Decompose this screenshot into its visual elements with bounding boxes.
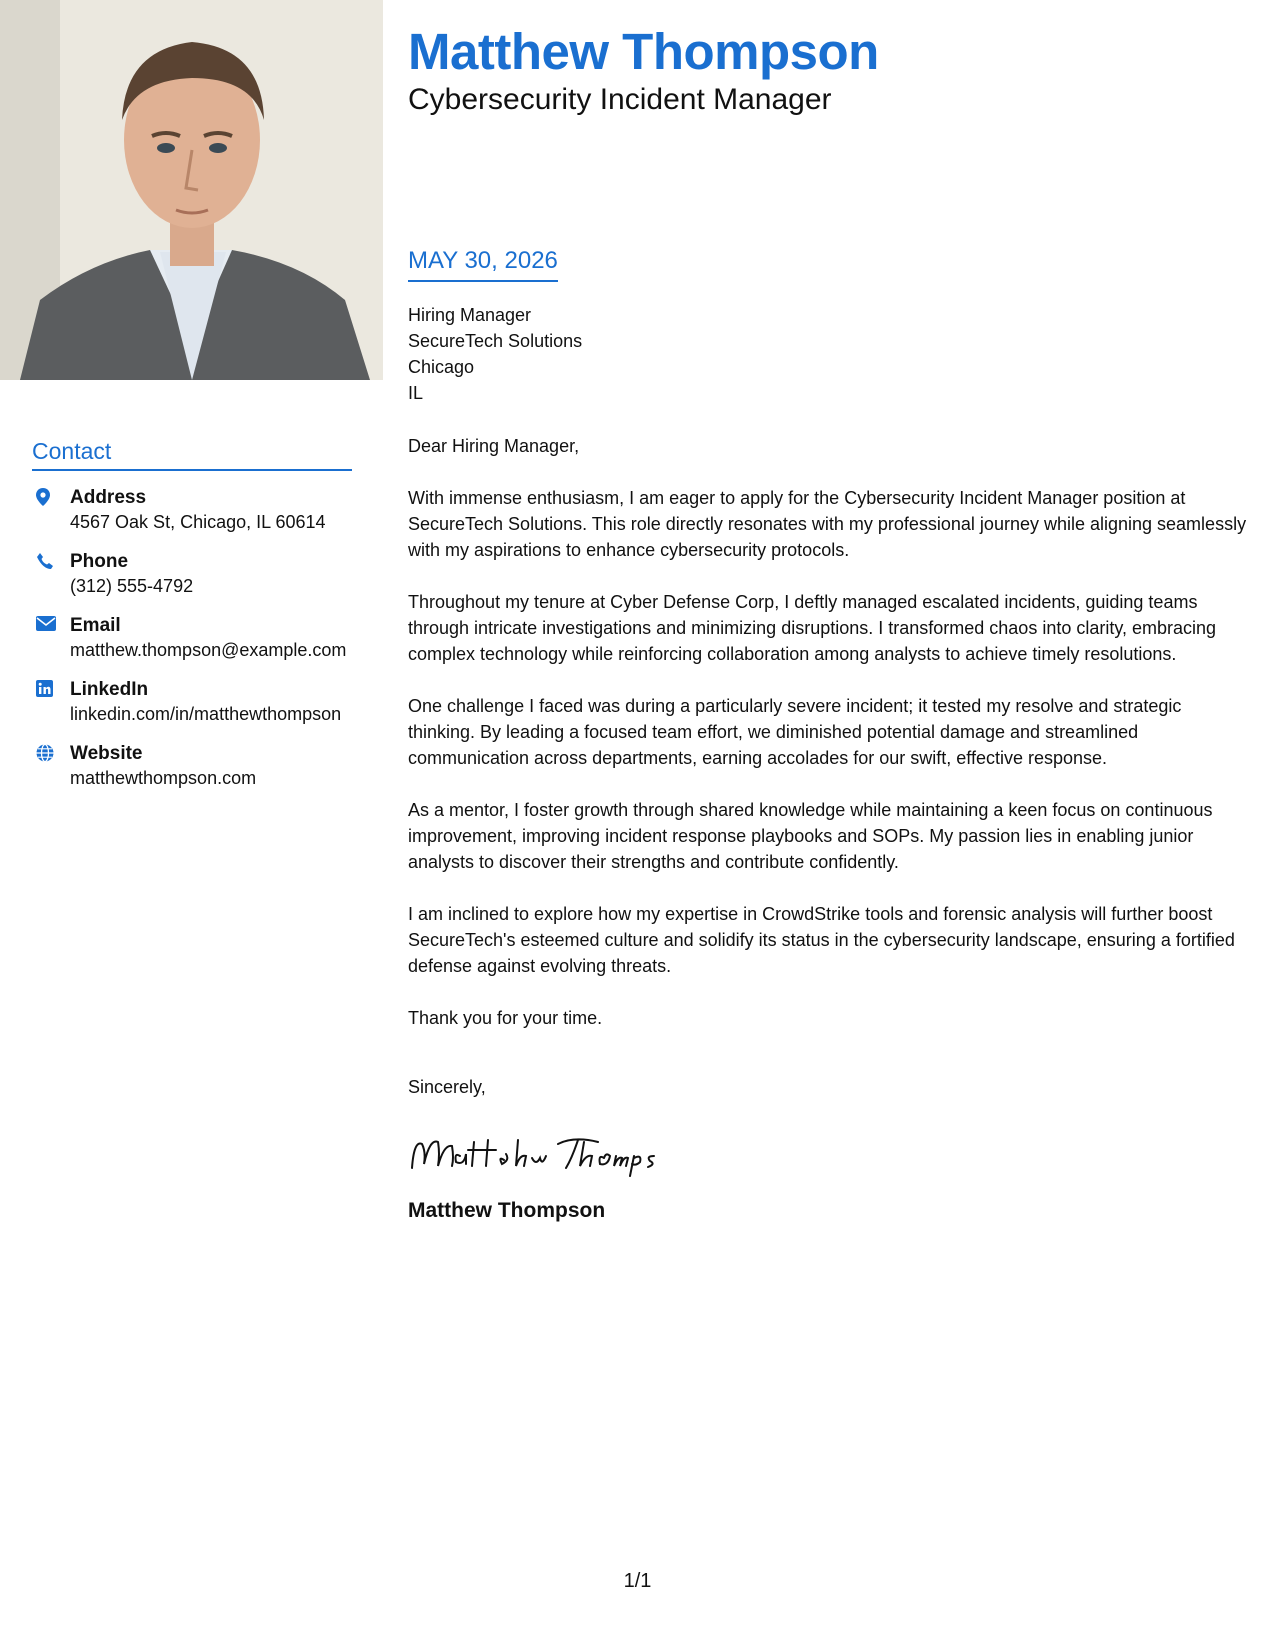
contact-section	[32, 438, 352, 805]
phone-label: Phone	[70, 551, 129, 572]
signer-name: Matthew Thompson	[408, 1199, 606, 1222]
recipient-line: Chicago	[408, 357, 475, 377]
closing: Sincerely,	[408, 1077, 486, 1097]
recipient-line: SecureTech Solutions	[408, 331, 583, 351]
letter-paragraph: As a mentor, I foster growth through shared knowledge while maintaining a keen focus on continuous improvement, improving incident response playbooks and SOPs. My passion lies in enabling junior analysts to discover their strengths and contribute confidently.	[408, 800, 1213, 872]
email-label: Email	[70, 615, 121, 636]
letter-paragraph: With immense enthusiasm, I am eager to apply for the Cybersecurity Incident Manager position at SecureTech Solutions. This role directly resonates with my professional journey while aligning seamlessly with my aspirations to enhance cybersecurity protocols.	[408, 488, 1247, 560]
email-value[interactable]: matthew.thompson@example.com	[70, 640, 347, 660]
applicant-name: Matthew Thompson	[408, 23, 879, 80]
linkedin-label: LinkedIn	[70, 679, 149, 700]
profile-photo	[0, 0, 383, 380]
address-label: Address	[70, 487, 147, 508]
contact-linkedin	[32, 677, 352, 727]
contact-phone	[32, 549, 352, 599]
letter-paragraph: One challenge I faced was during a particularly severe incident; it tested my resolve and strategic thinking. By leading a focused team effort, we diminished potential damage and streamlined communication across departments, earning accolades for our swift, effective response.	[408, 696, 1182, 768]
contact-address	[32, 485, 352, 535]
phone-icon	[32, 549, 70, 570]
globe-icon	[32, 741, 70, 762]
contact-heading: Contact	[32, 438, 352, 471]
letter-paragraph: Thank you for your time.	[408, 1008, 603, 1028]
website-label: Website	[70, 743, 143, 764]
website-value[interactable]: matthewthompson.com	[70, 768, 257, 788]
page-number: 1/1	[623, 1570, 652, 1592]
linkedin-icon	[32, 677, 70, 697]
job-title: Cybersecurity Incident Manager	[408, 83, 832, 116]
letter-body	[408, 246, 1248, 1224]
recipient-block	[408, 302, 1248, 406]
recipient-line: IL	[408, 383, 424, 403]
letter-paragraph: I am inclined to explore how my expertise in CrowdStrike tools and forensic analysis will further boost SecureTech's esteemed culture and solidify its status in the cybersecurity landscape, ensuring a fortified defense against evolving threats.	[408, 904, 1235, 976]
contact-website	[32, 741, 352, 791]
phone-value: (312) 555-4792	[70, 576, 194, 596]
salutation: Dear Hiring Manager,	[408, 436, 580, 456]
letter-paragraph: Throughout my tenure at Cyber Defense Corp, I deftly managed escalated incidents, guiding teams through intricate investigations and minimizing disruptions. I transformed chaos into clarity, embracing complex technology while reinforcing collaboration among analysts to achieve timely resolutions.	[408, 592, 1217, 664]
linkedin-value[interactable]: linkedin.com/in/matthewthompson	[70, 704, 342, 724]
location-pin-icon	[32, 485, 70, 506]
handwritten-signature	[408, 1130, 668, 1180]
letter-date: MAY 30, 2026	[408, 246, 558, 282]
address-value: 4567 Oak St, Chicago, IL 60614	[70, 512, 326, 532]
recipient-line: Hiring Manager	[408, 305, 532, 325]
envelope-icon	[32, 613, 70, 631]
contact-email	[32, 613, 352, 663]
